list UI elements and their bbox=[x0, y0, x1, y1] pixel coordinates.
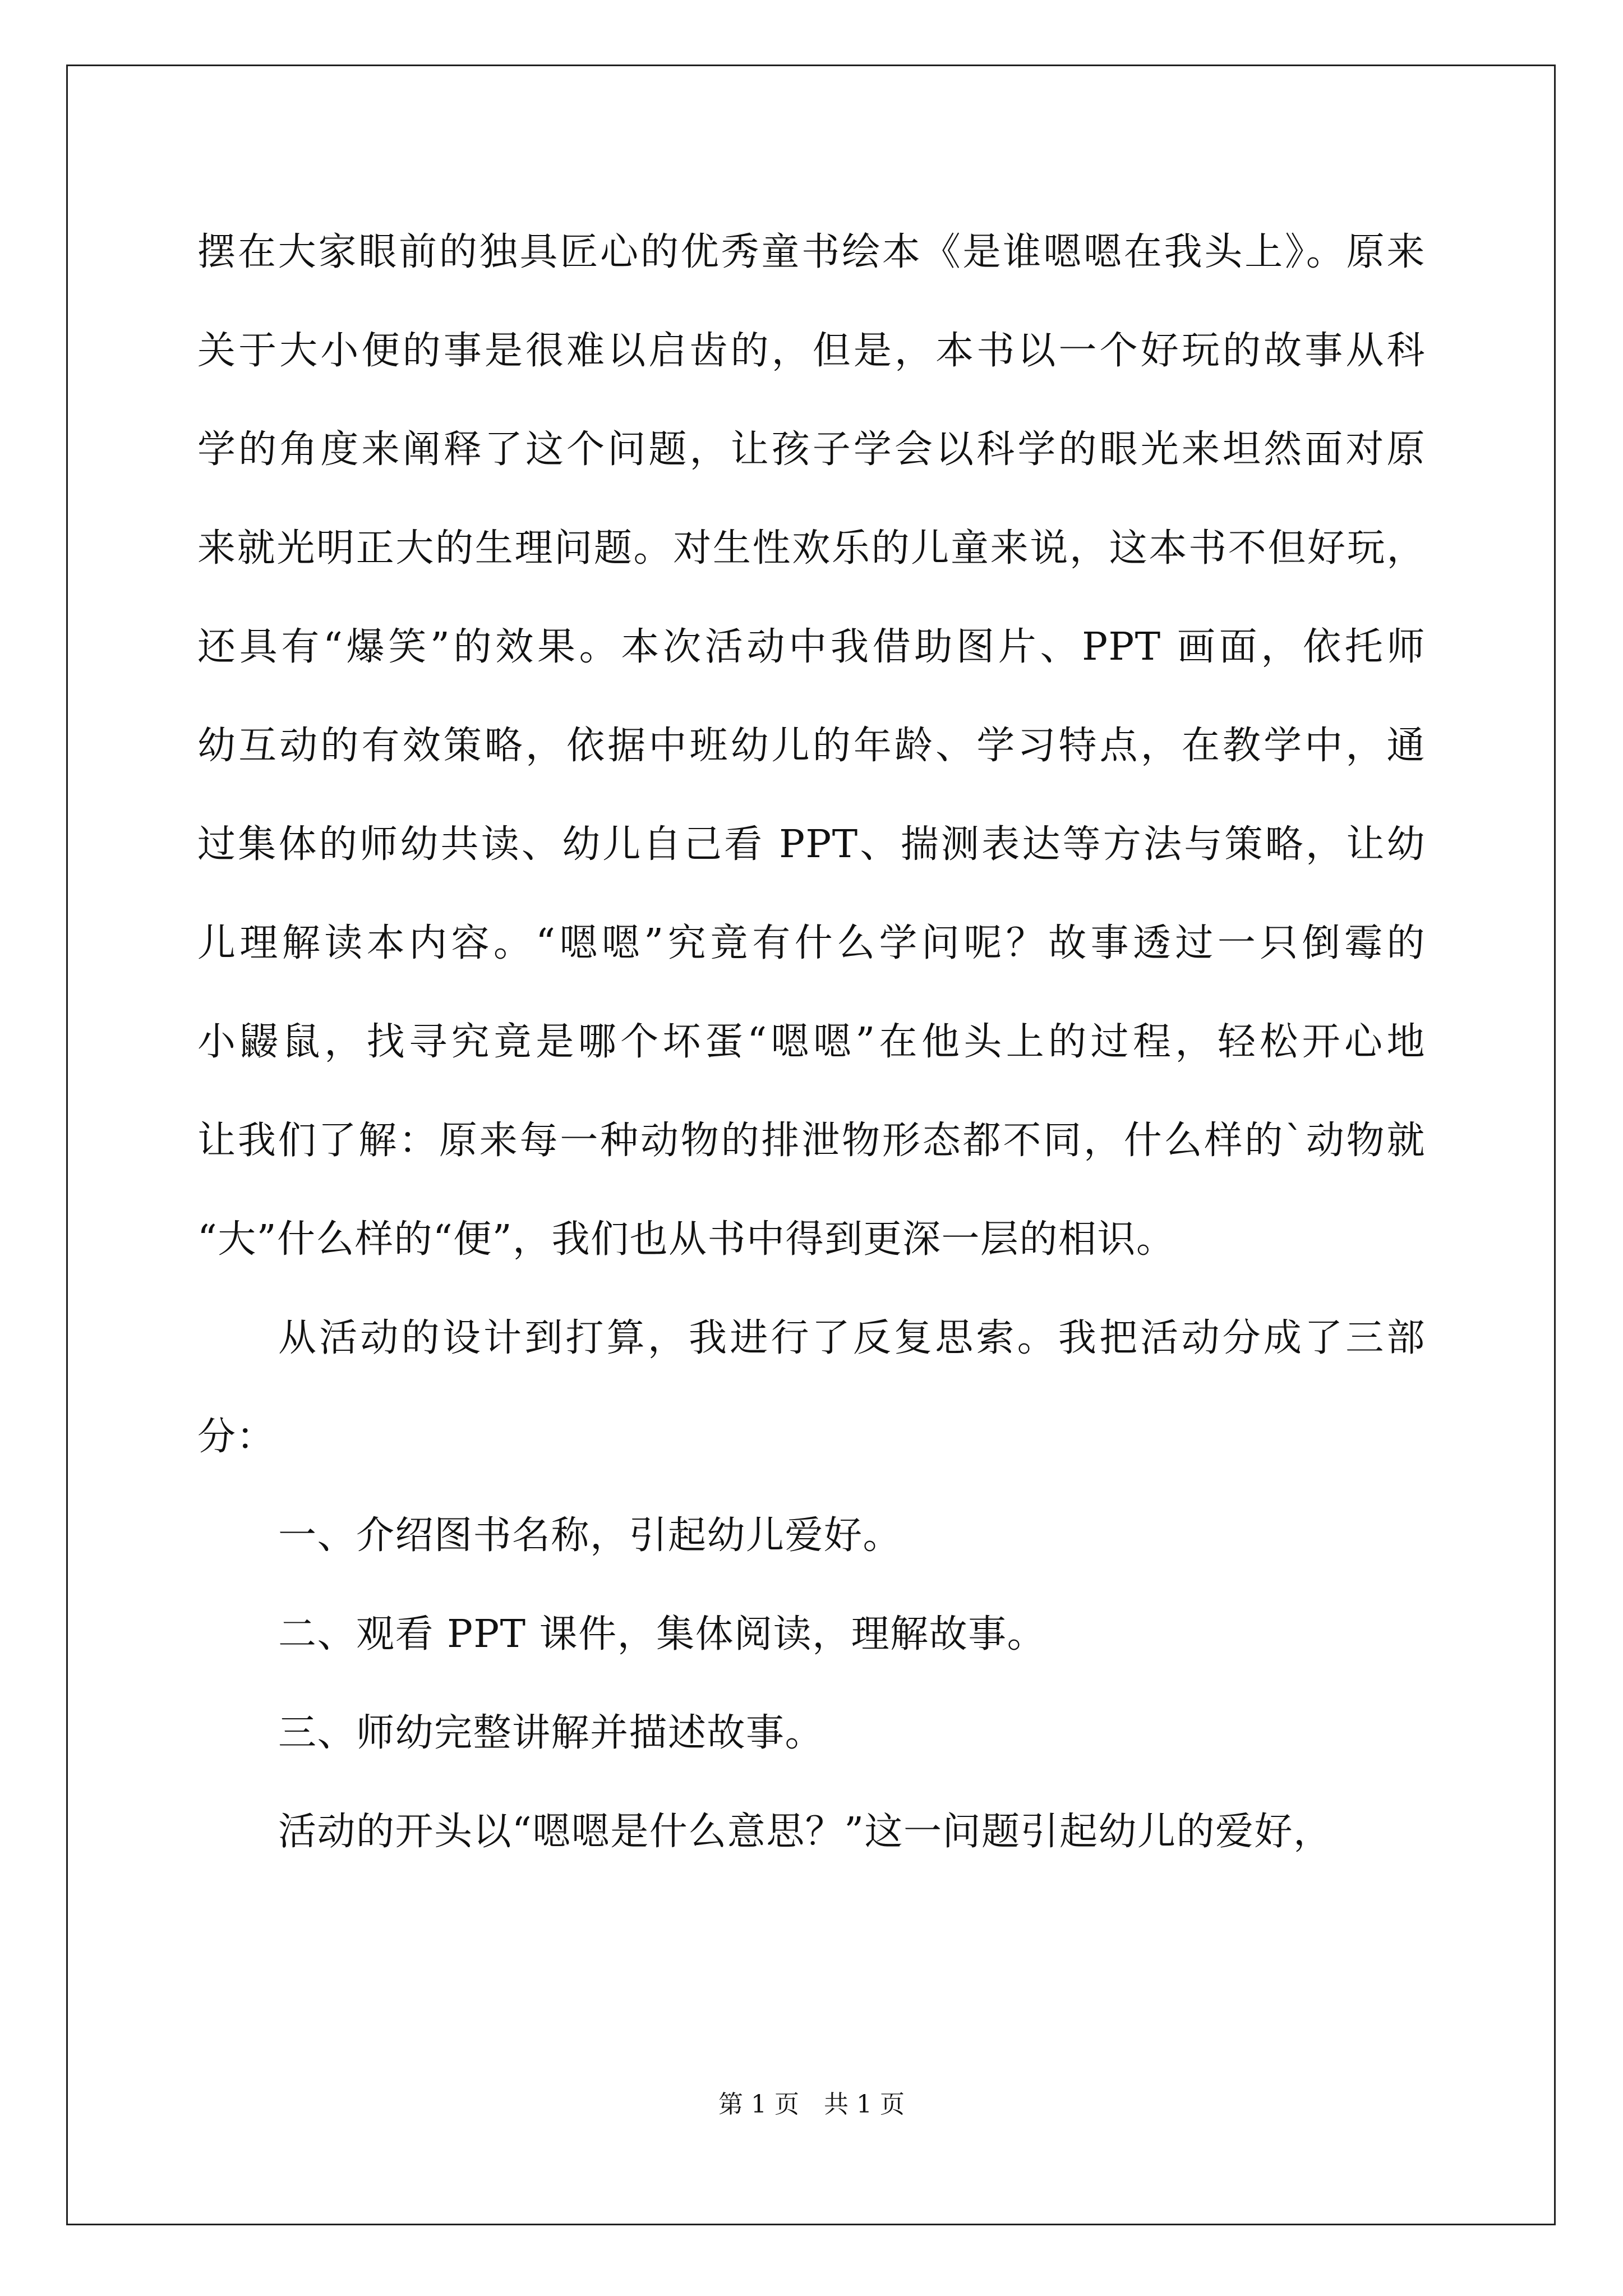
text-line: 关于大小便的事是很难以启齿的，但是，本书以一个好玩的故事从科 bbox=[197, 329, 1426, 373]
text-line: 从活动的设计到打算，我进行了反复思索。我把活动分成了三部 bbox=[278, 1316, 1426, 1360]
text-line: “大”什么样的“便”，我们也从书中得到更深一层的相识。 bbox=[197, 1217, 1175, 1262]
list-item: 二、观看 PPT 课件，集体阅读，理解故事。 bbox=[278, 1612, 1046, 1657]
text-line: 过集体的师幼共读、幼儿自己看 PPT、揣测表达等方法与策略，让幼 bbox=[197, 822, 1426, 867]
body-text bbox=[197, 203, 1426, 1881]
text-line: 学的角度来阐释了这个问题，让孩子学会以科学的眼光来坦然面对原 bbox=[197, 427, 1426, 472]
text-line: 幼互动的有效策略，依据中班幼儿的年龄、学习特点，在教学中，通 bbox=[197, 724, 1426, 768]
text-line: 儿理解读本内容。“嗯嗯”究竟有什么学问呢？故事透过一只倒霉的 bbox=[197, 921, 1426, 965]
text-line: 活动的开头以“嗯嗯是什么意思？”这一问题引起幼儿的爱好， bbox=[278, 1810, 1332, 1854]
text-line: 让我们了解：原来每一种动物的排泄物形态都不同，什么样的`动物就 bbox=[197, 1119, 1426, 1163]
list-item: 三、师幼完整讲解并描述故事。 bbox=[278, 1711, 824, 1755]
list-item: 一、介绍图书名称，引起幼儿爱好。 bbox=[278, 1513, 902, 1558]
text-line: 小鼹鼠，找寻究竟是哪个坏蛋“嗯嗯”在他头上的过程，轻松开心地 bbox=[197, 1020, 1426, 1064]
text-line: 还具有“爆笑”的效果。本次活动中我借助图片、PPT 画面，依托师 bbox=[197, 625, 1426, 669]
text-line: 分： bbox=[197, 1415, 276, 1459]
text-line: 来就光明正大的生理问题。对生性欢乐的儿童来说，这本书不但好玩， bbox=[197, 526, 1426, 570]
text-line: 摆在大家眼前的独具匠心的优秀童书绘本《是谁嗯嗯在我头上》。原来 bbox=[197, 230, 1426, 274]
page-number: 第 1 页 共 1 页 bbox=[718, 2090, 905, 2119]
